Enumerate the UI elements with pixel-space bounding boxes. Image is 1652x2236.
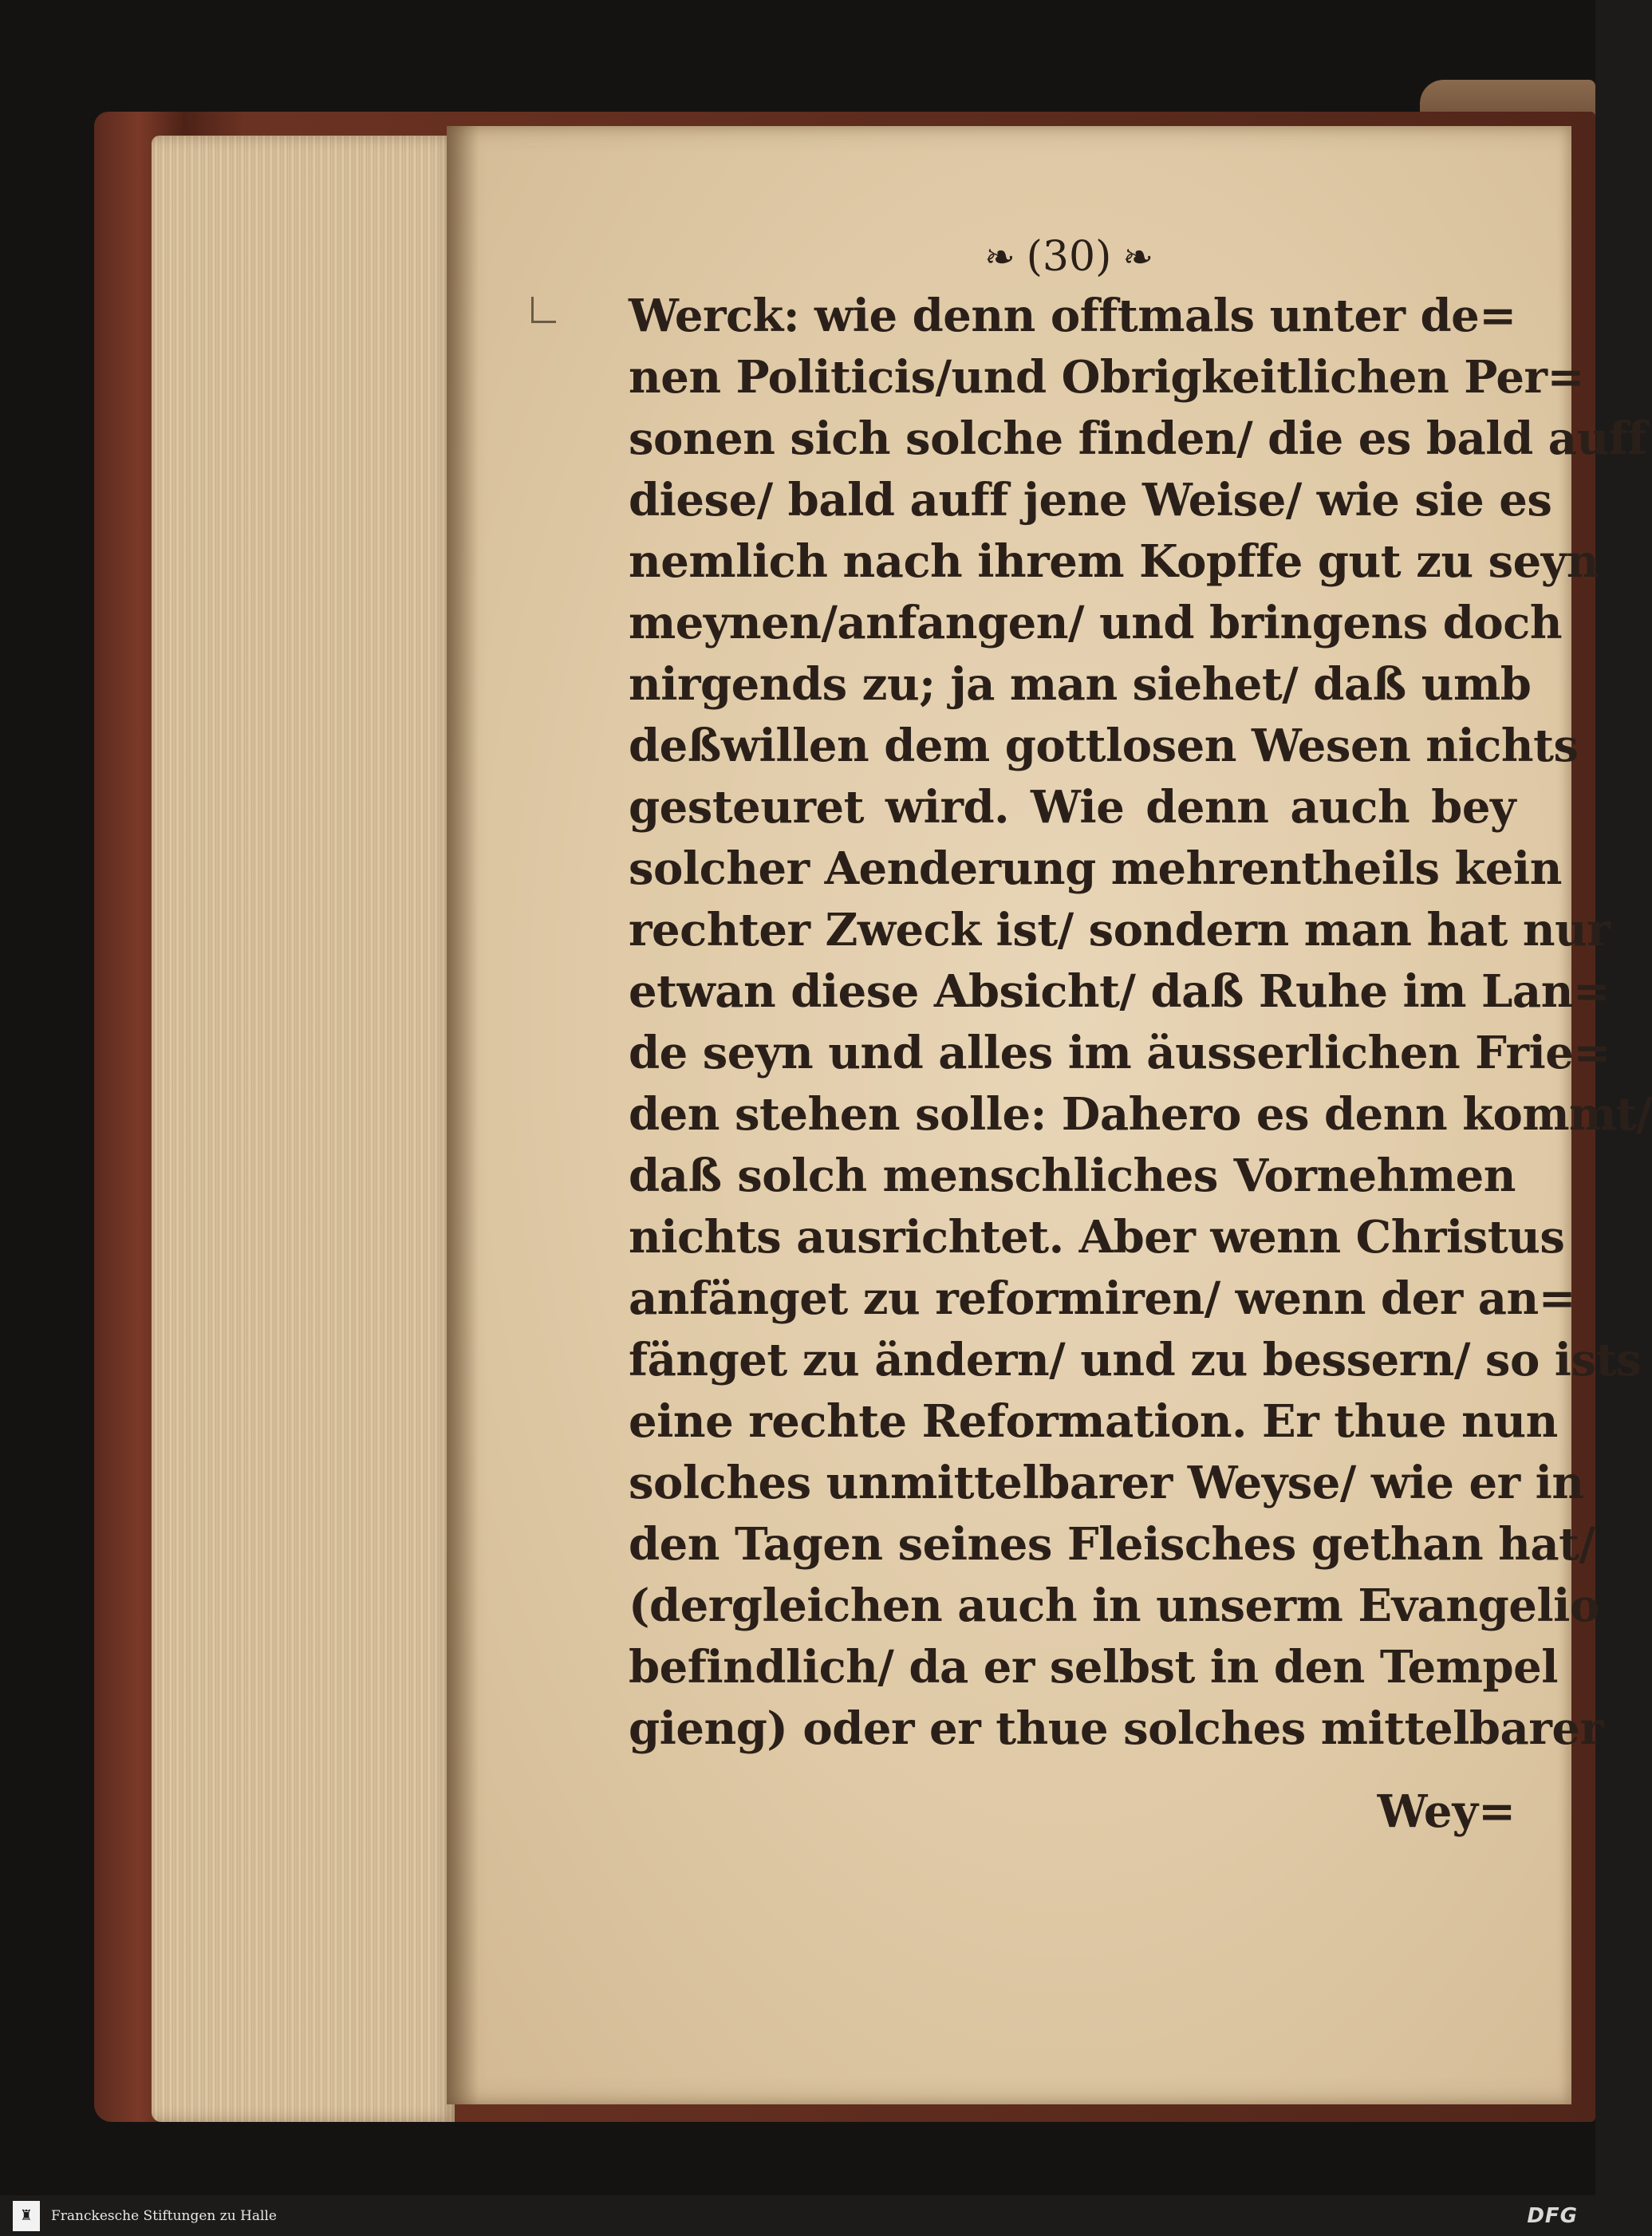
- page-fore-edge-stack: [152, 136, 455, 2122]
- text-line: nirgends zu; ja man siehet/ daß umb: [629, 658, 1532, 711]
- dfg-logo[interactable]: DFG: [1527, 2203, 1578, 2228]
- body-text: [629, 286, 1652, 1760]
- text-line: gieng) oder er thue solches mittelbarer: [629, 1702, 1603, 1755]
- page-number: (30): [1026, 233, 1112, 281]
- text-line: de seyn und alles im äusserlichen Frie=: [629, 1027, 1611, 1079]
- text-line: diese/ bald auff jene Weise/ wie sie es: [629, 474, 1552, 526]
- text-line: Werck: wie denn offtmals unter de=: [629, 290, 1516, 342]
- text-line: den stehen solle: Dahero es denn kommt/: [629, 1088, 1652, 1141]
- margin-mark: [531, 297, 556, 323]
- text-line: deßwillen dem gottlosen Wesen nichts: [629, 720, 1579, 772]
- page-header: [941, 225, 1197, 289]
- footer-bar: [0, 2195, 1595, 2236]
- text-line: fänget zu ändern/ und zu bessern/ so ists: [629, 1334, 1642, 1386]
- text-line: solcher Aenderung mehrentheils kein: [629, 842, 1562, 895]
- text-line: den Tagen seines Fleisches gethan hat/: [629, 1518, 1595, 1571]
- text-line: rechter Zweck ist/ sondern man hat nur: [629, 904, 1611, 956]
- francke-logo-icon[interactable]: [13, 2201, 40, 2231]
- text-line: daß solch menschliches Vornehmen: [629, 1150, 1516, 1202]
- text-line: nen Politicis/und Obrigkeitlichen Per=: [629, 351, 1584, 404]
- text-line: gesteuret wird. Wie denn auch bey: [629, 781, 1516, 834]
- text-line: etwan diese Absicht/ daß Ruhe im Lan=: [629, 965, 1611, 1018]
- institution-name[interactable]: Franckesche Stiftungen zu Halle: [51, 2207, 277, 2224]
- catchword: Wey=: [1377, 1785, 1516, 1838]
- text-line: sonen sich solche finden/ die es bald auff: [629, 412, 1646, 465]
- text-line: anfänget zu reformiren/ wenn der an=: [629, 1272, 1576, 1325]
- fleuron-left-icon: ❧: [984, 235, 1015, 278]
- text-line: nichts ausrichtet. Aber wenn Christus: [629, 1211, 1565, 1264]
- text-line: solches unmittelbarer Weyse/ wie er in: [629, 1457, 1584, 1509]
- logo-glyph: ♜: [19, 2207, 34, 2224]
- text-line: (dergleichen auch in unserm Evangelio: [629, 1579, 1599, 1632]
- text-line: meynen/anfangen/ und bringens doch: [629, 597, 1563, 649]
- fleuron-right-icon: ❧: [1122, 235, 1153, 278]
- text-line: befindlich/ da er selbst in den Tempel: [629, 1641, 1559, 1694]
- gutter-shadow: [447, 126, 479, 2104]
- text-line: eine rechte Reformation. Er thue nun: [629, 1395, 1558, 1448]
- text-line: nemlich nach ihrem Kopffe gut zu seyn: [629, 535, 1599, 588]
